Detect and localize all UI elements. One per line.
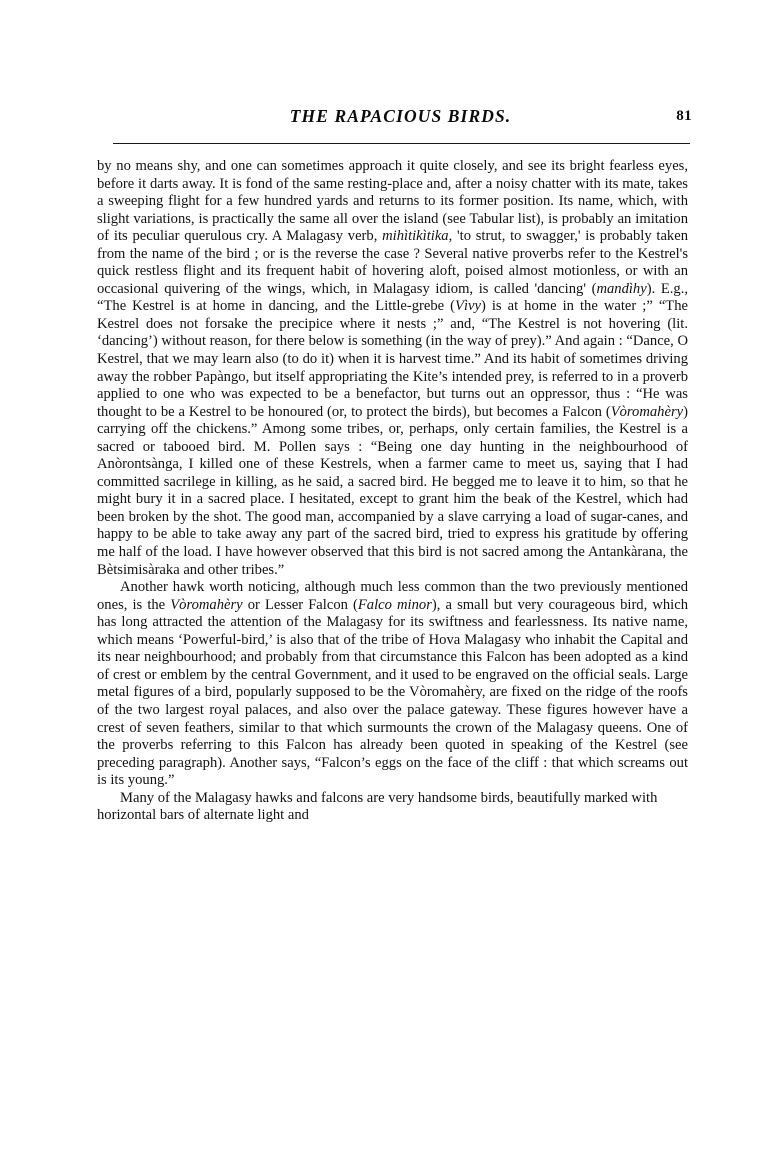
- italic-term: Falco minor: [357, 596, 432, 613]
- text-run: by no means shy, and one can sometimes approach it quite closely, and see its bright fearless eyes, before it darts away. It is fond of the same resting-place and, after a noisy chatter with its mate, takes a sweeping flight for a few hundred yards and returns to its former position. Its name, which, with slight variations, is practically the same all over the island (see Tabular list), is probably an imitation of its peculiar querulous cry. A Malagasy verb,: [97, 158, 688, 245]
- italic-term: Vìvy: [455, 298, 481, 315]
- italic-term: Vòromahèry: [610, 403, 684, 420]
- text-run: , 'to strut, to swagger,' is probably taken from the name of the bird ; or is the reverse the case ? Several native proverbs refer to the Kestrel's quick restless flight and its frequent habit of hovering aloft, poised almost motionless, or with an occasional quivering of the wings, which, in Malagasy idiom, is called 'dancing' (: [97, 228, 689, 297]
- text-run: ), a small but very courageous bird, which has long attracted the attention of the Malagasy for its swiftness and fearlessness. Its native name, which means ‘Powerful-bird,’ is also that of the tribe of Hova Malagasy who inhabit the Capital and its near neighbourhood; and probably from that circumstance this Falcon has been adopted as a kind of crest or emblem by the central Government, and it used to be engraved on the official seals. Large metal figures of a bird, popularly supposed to be the Vòromahèry, are fixed on the ridge of the roofs of the two largest royal palaces, and also over the palace gateway. These figures however have a crest of seven feathers, similar to that which surmounts the crown of the Malagasy queens. One of the proverbs referring to this Falcon has already been quoted in speaking of the Kestrel (see preceding paragraph). Another says, “Falcon’s eggs on the face of the cliff : that which screams out is its young.”: [97, 596, 689, 789]
- text-run: ) is at home in the water ;” “The Kestrel does not forsake the precipice where it nests ;” and, “The Kestrel is not hovering (lit. ‘dancing’) without reason, for there below is something (in the way of prey).” And again : “Dance, O Kestrel, that we may learn also (to do it) when it is harvest time.” And its habit of sometimes driving away the robber Papàngo, but itself appropriating the Kite’s intended prey, is referred to in a proverb applied to one who was expected to be a benefactor, but turns out an oppressor, thus : “He was thought to be a Kestrel to be honoured (or, to protect the birds), but becomes a Falcon (: [97, 298, 688, 420]
- body-text-column: [97, 158, 688, 825]
- header-divider-rule: [113, 143, 690, 144]
- italic-term: mandìhy: [596, 280, 647, 297]
- text-run: or Lesser Falcon (: [242, 596, 358, 613]
- text-run: Many of the Malagasy hawks and falcons are very handsome birds, beautifully marked with horizontal bars of alternate light and: [97, 789, 658, 824]
- page-header: [97, 106, 690, 140]
- text-run: Another hawk worth noticing, although much less common than the two previously mentioned ones, is the: [97, 579, 688, 613]
- para-lesser-falcon: [97, 579, 688, 790]
- italic-term: mihìtikìtika: [382, 228, 449, 245]
- text-run: ). E.g., “The Kestrel is at home in dancing, and the Little-grebe (: [97, 280, 688, 315]
- italic-term: Vòromahèry: [170, 596, 243, 613]
- running-head-title: THE RAPACIOUS BIRDS.: [289, 106, 512, 126]
- page-number: 81: [676, 108, 692, 124]
- para-kestrel: [97, 158, 688, 579]
- text-run: ) carrying off the chickens.” Among some tribes, or, perhaps, only certain families, the Kestrel is a sacred or tabooed bird. M. Pollen says : “Being one day hunting in the neighbourhood of Anòrontsànga, I killed one of these Kestrels, when a farmer came to meet us, saying that I had committed sacrilege in killing, as he said, a sacred bird. He begged me to leave it to him, so that he might bury it in a sacred place. I hesitated, except to grant him the beak of the Kestrel, which had been broken by the shot. The good man, accompanied by a slave carrying a load of sugar-canes, and happy to be able to take away any part of the sacred bird, tried to express his gratitude by offering me half of the load. I have however observed that this bird is not sacred among the Antankàrana, the Bètsimisàraka and other tribes.”: [97, 403, 688, 578]
- para-many-hawks: [97, 790, 688, 825]
